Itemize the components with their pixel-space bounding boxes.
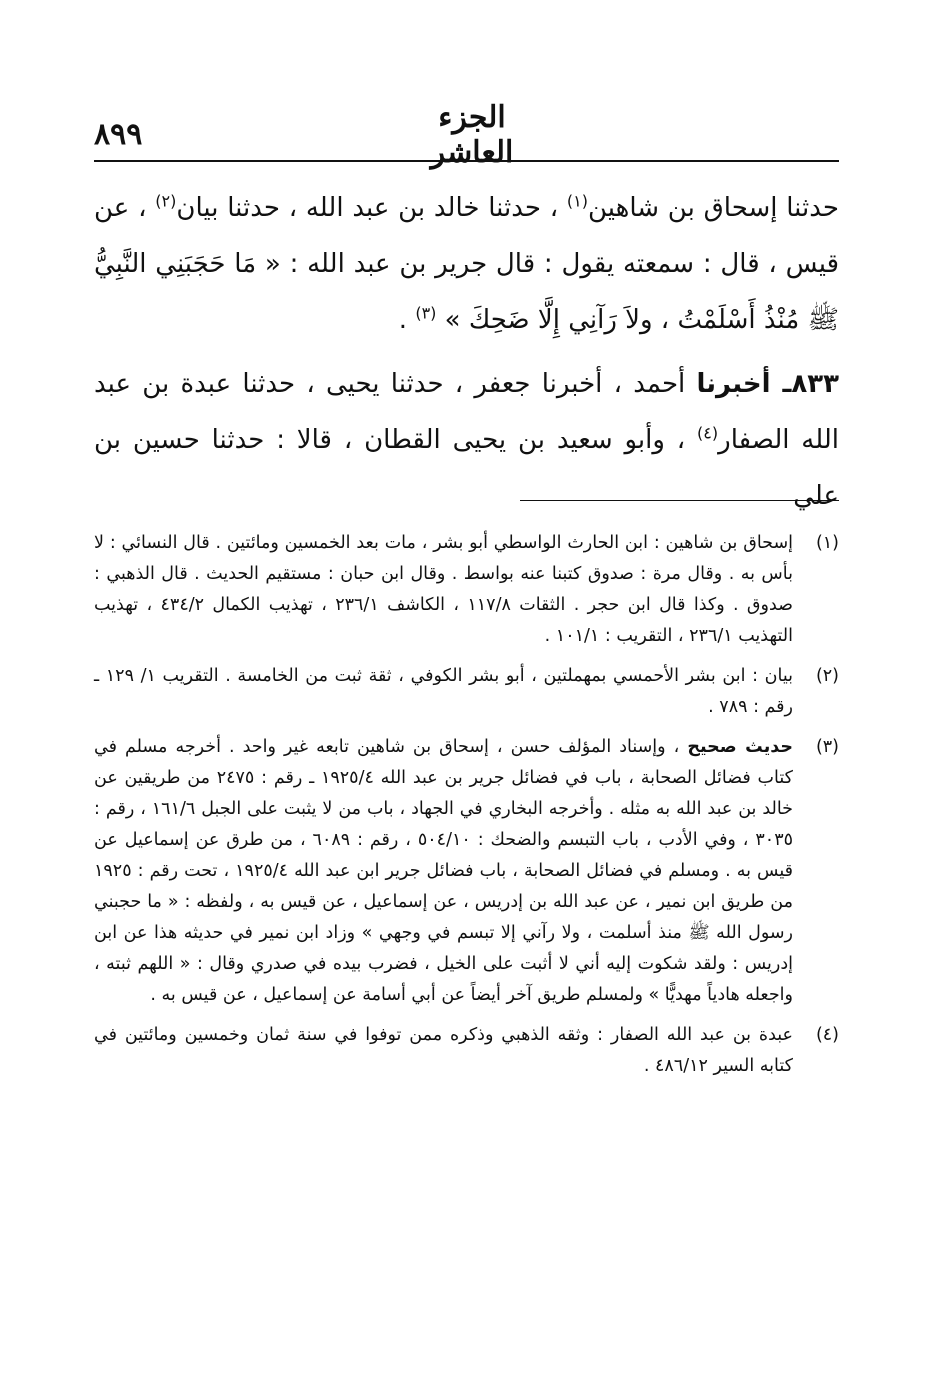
footnotes (94, 528, 839, 1091)
footnote-1 (94, 528, 839, 652)
footnote-ref-2: (٢) (155, 191, 177, 211)
text-span: ، عن قيس ، قال : سمعته يقول : قال جرير بن عبد الله : « مَا حَجَبَنِي النَّبِيُّ ﷺ مُنْذُ أَسْلَمْتُ ، ولاَ رَآنِي إِلَّا ضَحِكَ » (94, 193, 839, 335)
footnote-bold-lead: حديث صحيح (687, 737, 793, 757)
footnote-number: (١) (815, 533, 839, 553)
text-span: ، حدثنا خالد بن عبد الله ، حدثنا بيان (176, 193, 567, 223)
text-span: أحمد ، أخبرنا جعفر ، حدثنا يحيى ، حدثنا عبدة بن عبد الله الصفار (94, 369, 840, 455)
footnote-ref-1: (١) (566, 191, 588, 211)
hadith-paragraph-833 (94, 356, 839, 524)
text-span: ، وأبو سعيد بن يحيى القطان ، قالا : حدثنا حسين بن علي (94, 425, 839, 511)
footnote-text: عبدة بن عبد الله الصفار : وثقه الذهبي وذكره ممن توفوا في سنة ثمان وخمسين ومائتين في كتابه السير ٤٨٦/١٢ . (94, 1025, 793, 1076)
hadith-paragraph-continuation (94, 180, 839, 348)
footnote-text: ، وإسناد المؤلف حسن ، إسحاق بن شاهين تابعه غير واحد . أخرجه مسلم في كتاب فضائل الصحابة ، باب في فضائل جرير بن عبد الله ١٩٢٥/٤ ـ رقم : ٢٤٧٥ من طريقين عن خالد بن عبد الله به مثله . وأخرجه البخاري في الجهاد ، باب من لا يثبت على الجبل ١٦١/٦ ، رقم : ٣٠٣٥ ، وفي الأدب ، باب التبسم والضحك : ٥٠٤/١٠ ، رقم : ٦٠٨٩ ، من طرق عن إسماعيل عن قيس به . ومسلم في فضائل الصحابة ، باب فضائل جرير ابن عبد الله ١٩٢٥/٤ ، تحت رقم : ١٩٢٥ من طريق ابن نمير ، عن عبد الله بن إدريس ، عن إسماعيل ، عن قيس به ، ولفظه : « ما حجبني رسول الله ﷺ منذ أسلمت ، ولا رآني إلا تبسم في وجهي » وزاد ابن نمير في حديثه هذا عن ابن إدريس : ولقد شكوت إليه أني لا أثبت على الخيل ، فضرب بيده في صدري وقال : « اللهم ثبته ، واجعله هادياً مهديًّا » ولمسلم طريق آخر أيضاً عن أبي أسامة عن إسماعيل ، عن قيس به . (94, 737, 794, 1005)
footnote-text-container (94, 732, 793, 1011)
footnote-2 (94, 661, 839, 723)
text-span: . (398, 305, 416, 335)
footnote-number: (٣) (815, 737, 839, 757)
page-number: ٨٩٩ (94, 117, 143, 152)
footnote-text: إسحاق بن شاهين : ابن الحارث الواسطي أبو بشر ، مات بعد الخمسين ومائتين . قال النسائي : لا بأس به . وقال مرة : صدوق كتبنا عنه بواسط . وقال ابن حبان : مستقيم الحديث . قال الذهبي : صدوق . وكذا قال ابن حجر . الثقات ١١٧/٨ ، الكاشف ٢٣٦/١ ، تهذيب الكمال ٤٣٤/٢ ، تهذيب التهذيب ٢٣٦/١ ، التقريب : ١٠١/١ . (94, 533, 793, 646)
main-text (94, 180, 839, 524)
text-span: حدثنا إسحاق بن شاهين (587, 193, 839, 223)
footnote-ref-4: (٤) (697, 423, 719, 443)
header-divider (94, 160, 839, 162)
footnote-4 (94, 1020, 839, 1082)
footnote-number: (٢) (815, 666, 839, 686)
footnote-3 (94, 732, 839, 1011)
hadith-number: ٨٣٣ـ (782, 369, 840, 399)
running-header-title: الجزء العاشر (430, 100, 514, 170)
footnote-number: (٤) (815, 1025, 839, 1045)
footnote-divider (520, 500, 839, 501)
footnote-ref-3: (٣) (415, 303, 437, 323)
footnote-text: بيان : ابن بشر الأحمسي بمهملتين ، أبو بشر الكوفي ، ثقة ثبت من الخامسة . التقريب ١/ ١٢٩ ـ رقم : ٧٨٩ . (94, 666, 793, 717)
hadith-lead-word: أخبرنا (696, 369, 783, 399)
